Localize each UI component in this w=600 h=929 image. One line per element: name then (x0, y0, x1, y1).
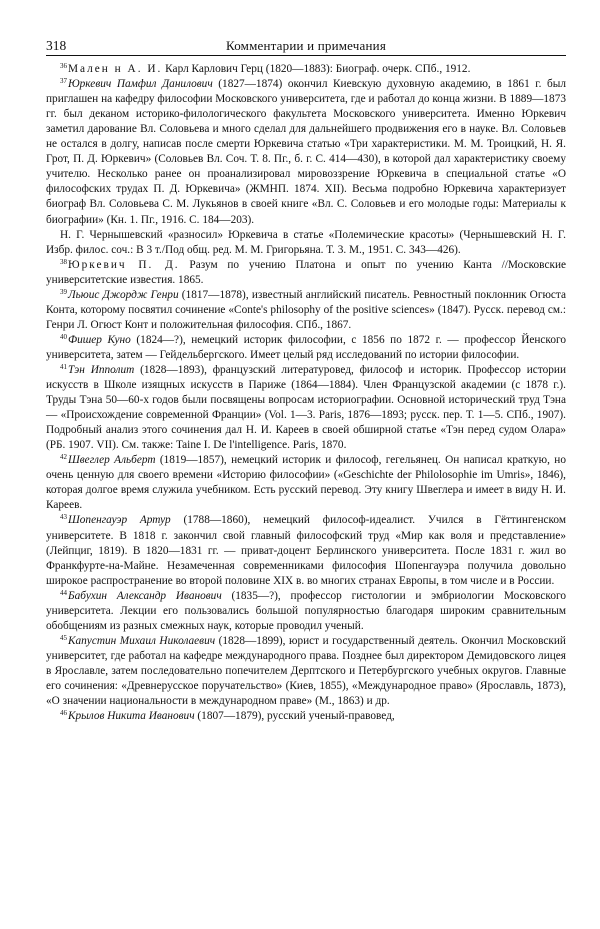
note-text: Разум по учению Платона и опыт по учению Канта //Московские университетские известия. 1865. (46, 258, 567, 286)
note-43 (46, 513, 566, 588)
note-38 (46, 258, 566, 288)
note-40 (46, 333, 566, 363)
notes-body (46, 62, 566, 724)
note-head: Капустин Михаил Николаевич (68, 634, 216, 647)
note-head: Крылов Никита Иванович (68, 710, 195, 723)
note-number: 45 (60, 633, 67, 642)
note-head: Льюис Джордж Генри (68, 288, 179, 301)
note-head: Юркевич П. Д. (68, 258, 180, 271)
note-number: 38 (60, 257, 67, 266)
note-37 (46, 77, 566, 227)
note-text: (1828—1899), юрист и государственный деятель. Окончил Московский университет, где работал на кафедре международного права. Позднее был директором Демидовского лицея в Ярославле, затем последовательно попечителем Дерптского и Петербургского учебных округов. Главные его сочинения: «Древнерусское поручательство» (Киев, 1855), «Международное право» (Ярославль, 1873), «О значении национальности в международном праве» (М., 1863) и др. (46, 634, 566, 708)
note-head: Фишер Куно (68, 333, 131, 346)
note-41 (46, 363, 566, 453)
note-number: 37 (60, 77, 67, 86)
note-44 (46, 589, 566, 634)
note-text: (1824—?), немецкий историк философии, с 1856 по 1872 г. — профессор Йенского университета, затем — Гейдельбергского. Имеет целый ряд исследований по истории философии. (46, 333, 566, 361)
note-number: 36 (60, 62, 67, 71)
note-number: 42 (60, 453, 67, 462)
note-36 (46, 62, 566, 77)
note-number: 39 (60, 287, 67, 296)
note-number: 44 (60, 588, 67, 597)
note-46 (46, 709, 566, 724)
note-number: 40 (60, 332, 67, 341)
note-42 (46, 453, 566, 513)
note-number: 43 (60, 513, 67, 522)
note-text: (1817—1878), известный английский писатель. Ревностный поклонник Огюста Конта, которому посвятил сочинение «Conte's philosophy of the positive sciences» (1847). Русск. перевод см.: Генри Л. Огюст Конт и положительная философия. СПб., 1867. (46, 288, 567, 331)
note-text: Н. Г. Чернышевский «разносил» Юркевича в статье «Полемические красоты» (Чернышевский Н. Г. Избр. филос. соч.: В 3 т./Под общ. ред. М. М. Григорьяна. Т. 3. М., 1951. С. 343—426). (46, 228, 566, 256)
note-head: Шопенгауэр Артур (68, 514, 171, 527)
page-header (46, 38, 566, 56)
note-text: (1807—1879), русский ученый-правовед, (194, 710, 395, 723)
note-text: (1828—1893), французский литературовед, философ и историк. Профессор истории искусств в Школе изящных искусств в Париже (1864—1884). Член Французской академии (с 1878 г.). Труды Тэна 50—60-х годов были посвящены вопросам историографии. Основной исторический труд Тэна — «Происхождение современной Франции» (Vol. 1—3. Paris, 1876—1893; русск. пер. Т. 1—5. СПб., 1907). Подробный анализ этого сочинения дал Н. И. Кареев в своей обширной статье «Тэн перед судом Олара» (РБ. 1907. VII). См. также: Taine I. De l'intelligence. Paris, 1870. (46, 363, 566, 452)
note-number: 41 (60, 362, 67, 371)
note-head: Юркевич Памфил Данилович (68, 78, 213, 91)
note-head: Тэн Ипполит (68, 363, 135, 376)
note-text: (1827—1874) окончил Киевскую духовную академию, в 1861 г. был приглашен на кафедру философии Московского университета, где и работал до конца жизни. В 1889—1873 гг. был деканом историко-филологического факультета Московского университета. Именно Юркевич заметил дарование Вл. Соловьева и много сделал для дальнейшего продвижения его в науке. Вл. Соловьев не остался в долгу, написав после смерти Юркевича статью «Три характеристики. М. М. Троицкий, Н. Я. Грот, П. Д. Юркевич» (Соловьев Вл. Соч. Т. 8. Пг., б. г. С. 414—430), в которой дал характеристику своему учителю. Несколько ранее он проанализировал мировоззрение Юркевича в специальной статье «О философских трудах П. Д. Юркевича» (ЖМНП. 1874. XII). Весьма подробно Юркевича характеризует биограф Вл. Соловьева С. М. Лукьянов в своей книге «Вл. С. Соловьев и его молодые годы: Материалы к биографии» (Кн. 1. Пг., 1916. С. 184—203). (46, 78, 566, 226)
note-text: (1819—1857), немецкий историк и философ, гегельянец. Он написал краткую, но очень ценную для своего времени «Историю философии» («Geschichte der Philolosophie im Umris», 1846), которая долгое время служила учебником. Есть русский перевод. Эту книгу Швеглера и имеет в виду Н. И. Кареев. (46, 454, 566, 512)
note-text: Карл Карлович Герц (1820—1883): Биограф. очерк. СПб., 1912. (162, 63, 471, 76)
note-39 (46, 288, 566, 333)
page-number: 318 (46, 38, 67, 53)
note-head: Бабухин Александр Иванович (68, 589, 222, 602)
note-head: Мален н А. И. (68, 63, 163, 76)
running-head: Комментарии и примечания (225, 38, 387, 53)
note-text: (1835—?), профессор гистологии и эмбриологии Московского университета. Лекции его пользовались большой популярностью благодаря широким сравнительным обобщениям из разных смежных наук, которые проводил ученый. (46, 589, 566, 632)
note-head: Швеглер Альберт (68, 454, 156, 467)
note-number: 46 (60, 709, 67, 718)
note-37-continued (46, 228, 566, 258)
note-45 (46, 634, 566, 709)
note-text: (1788—1860), немецкий философ-идеалист. Учился в Гёттингенском университете. В 1818 г. закончил свой главный философский труд «Мир как воля и представление» (Лейпциг, 1819). В 1820—1831 гг. — приват-доцент Берлинского университета. После 1831 г. жил во Франкфурте-на-Майне. Незамеченная современниками философия Шопенгауэра получила довольно широкое распространение во второй половине XIX в. во многих странах Европы, в том числе и в России. (46, 514, 566, 587)
